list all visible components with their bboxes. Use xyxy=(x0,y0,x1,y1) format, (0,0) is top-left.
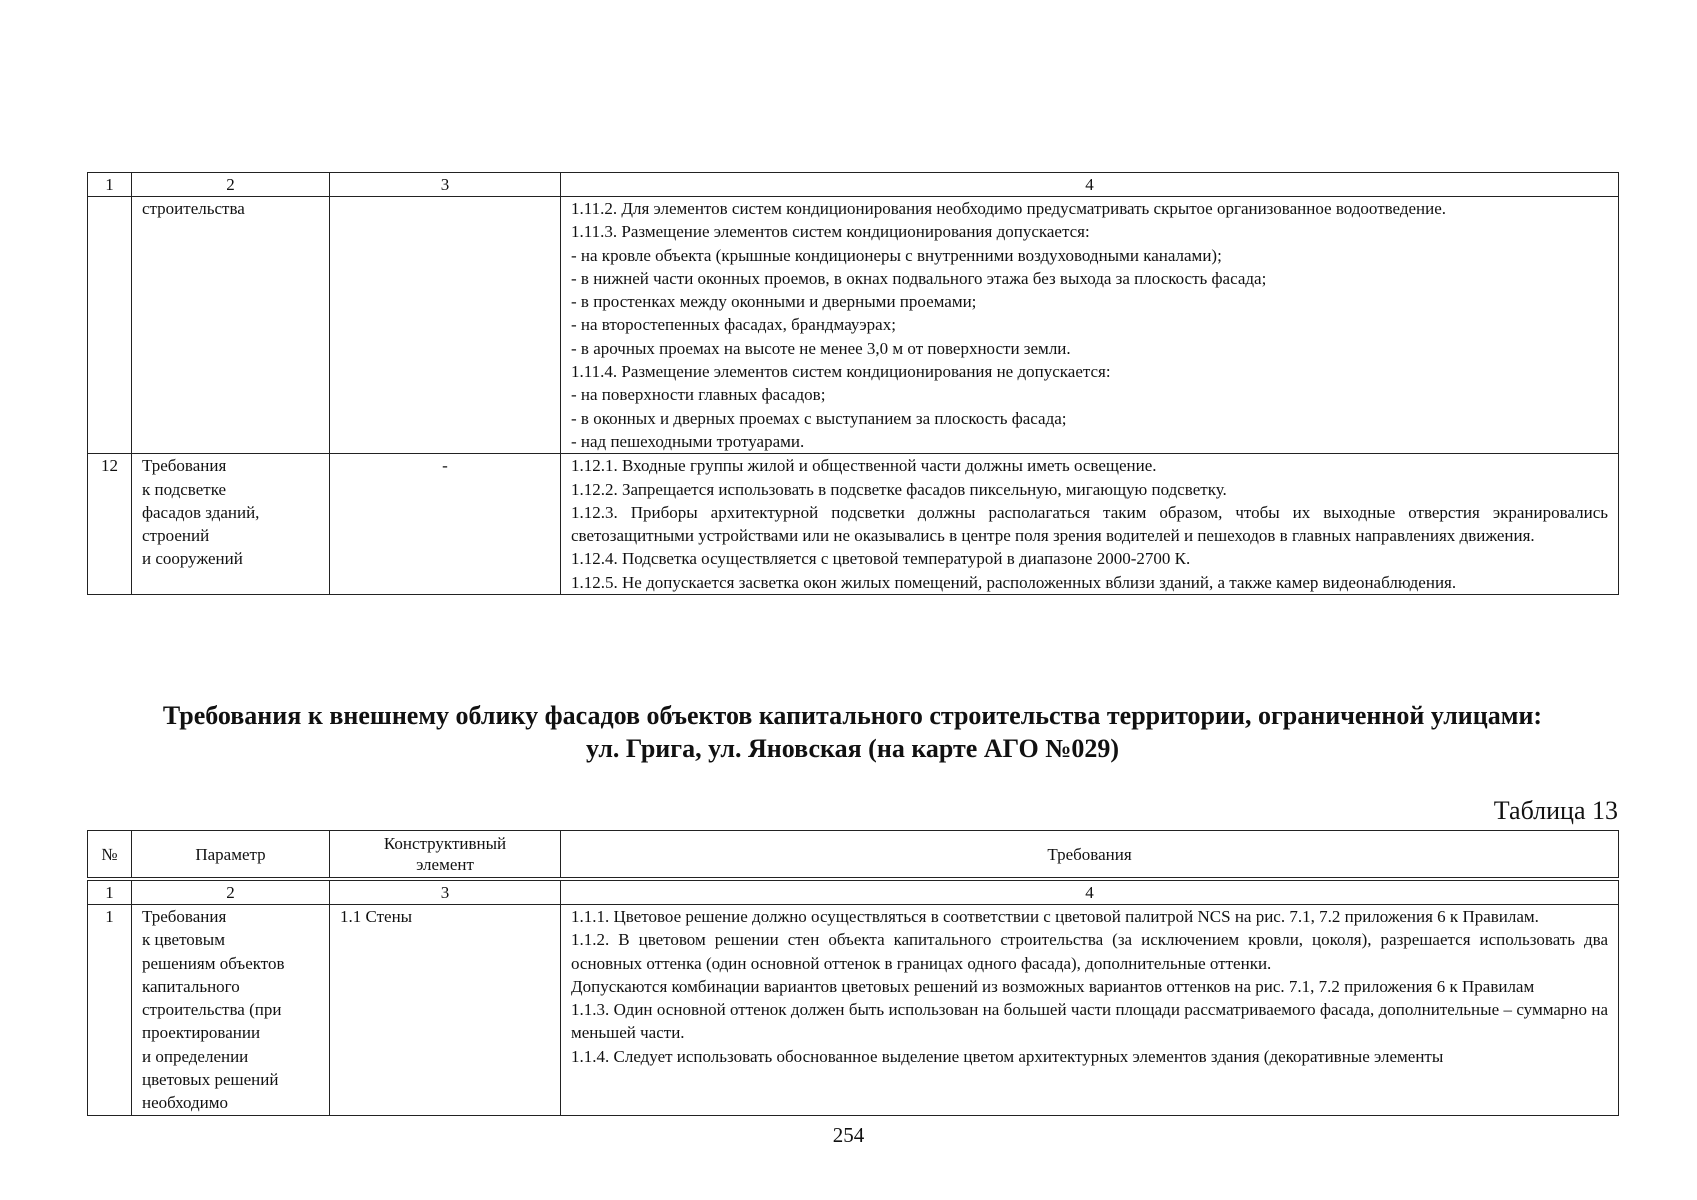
param-line: строительства (при xyxy=(142,1000,282,1020)
param-line: решениям объектов xyxy=(142,953,285,973)
col-number: 3 xyxy=(330,881,561,905)
col-number: 2 xyxy=(132,881,330,905)
requirement-line: 1.11.3. Размещение элементов систем кондиционирования допускается: xyxy=(571,222,1090,242)
param-cell xyxy=(132,905,330,1116)
col-number: 2 xyxy=(132,173,330,197)
requirement-line: - на поверхности главных фасадов; xyxy=(571,385,826,405)
header-element xyxy=(330,831,561,878)
param-line: и сооружений xyxy=(142,549,243,569)
header-param: Параметр xyxy=(132,831,330,878)
element-cell xyxy=(330,197,561,454)
page-number: 254 xyxy=(832,1123,865,1147)
param-line: к подсветке xyxy=(142,479,227,499)
col-number: 4 xyxy=(561,173,1619,197)
param-cell xyxy=(132,197,330,454)
header-element-line: Конструктивный xyxy=(383,834,507,853)
table-row xyxy=(88,905,1619,1116)
element-cell: 1.1 Стены xyxy=(330,905,561,1116)
requirements-table-continued xyxy=(87,172,1619,595)
col-number: 4 xyxy=(561,881,1619,905)
requirement-line: 1.1.1. Цветовое решение должно осуществляться в соответствии с цветовой палитрой NCS на рис. 7.1, 7.2 приложения 6 к Правилам. xyxy=(571,907,1539,926)
table-row xyxy=(88,197,1619,454)
requirement-line: - в арочных проемах на высоте не менее 3,0 м от поверхности земли. xyxy=(571,338,1071,358)
requirement-line: - над пешеходными тротуарами. xyxy=(571,431,805,451)
requirement-line: - в простенках между оконными и дверными проемами; xyxy=(571,292,977,312)
table-caption: Таблица 13 xyxy=(1493,796,1618,825)
header-requirements: Требования xyxy=(561,831,1619,878)
col-number: 3 xyxy=(330,173,561,197)
requirement-line: Допускаются комбинации вариантов цветовых решений из возможных вариантов оттенков на рис. 7.1, 7.2 приложения 6 к Правилам xyxy=(571,976,1535,996)
table-13 xyxy=(87,880,1619,1116)
param-line: необходимо xyxy=(142,1093,229,1113)
param-line: капитального xyxy=(142,976,240,996)
section-title xyxy=(87,699,1618,765)
header-row xyxy=(88,831,1619,878)
requirement-line: - на второстепенных фасадах, брандмауэрах; xyxy=(571,315,896,335)
header-element-line: элемент xyxy=(416,855,474,874)
column-number-row xyxy=(88,881,1619,905)
table-13-header xyxy=(87,830,1619,878)
param-cell xyxy=(132,454,330,595)
param-line: цветовых решений xyxy=(142,1070,279,1090)
requirements-cell xyxy=(561,454,1619,595)
param-line: Требования xyxy=(142,456,227,476)
requirement-line: 1.1.2. В цветовом решении стен объекта капитального строительства (за исключением кровли, цоколя), разрешается использовать два основных оттенка (один основной оттенок в границах одного фасада), дополнительные оттенки. xyxy=(571,930,1608,973)
row-number-cell: 12 xyxy=(88,454,132,595)
requirement-line: 1.12.5. Не допускается засветка окон жилых помещений, расположенных вблизи зданий, а также камер видеонаблюдения. xyxy=(571,572,1457,592)
requirement-line: 1.12.3. Приборы архитектурной подсветки должны располагаться таким образом, чтобы их выходные отверстия экранировались светозащитными устройствами или не оказывались в центре поля зрения водителей и пешеходов в главных направлениях движения. xyxy=(571,502,1608,546)
param-line: к цветовым xyxy=(142,930,225,950)
requirements-cell xyxy=(561,905,1619,1116)
requirement-line: 1.12.1. Входные группы жилой и общественной части должны иметь освещение. xyxy=(571,456,1157,476)
requirements-cell xyxy=(561,197,1619,454)
column-number-row xyxy=(88,173,1619,197)
row-number-cell xyxy=(88,197,132,454)
param-line: фасадов зданий, xyxy=(142,502,260,522)
requirement-line: 1.11.4. Размещение элементов систем кондиционирования не допускается: xyxy=(571,362,1111,382)
requirement-line: - на кровле объекта (крышные кондиционеры с внутренними воздуховодными каналами); xyxy=(571,245,1222,265)
param-line: Требования xyxy=(142,907,227,926)
element-cell: - xyxy=(330,454,561,595)
requirement-line: 1.11.2. Для элементов систем кондиционирования необходимо предусматривать скрытое организованное водоотведение. xyxy=(571,199,1447,218)
requirement-line: 1.1.3. Один основной оттенок должен быть использован на большей части площади рассматриваемого фасада, дополнительные – суммарно на меньшей части. xyxy=(571,1000,1608,1043)
requirement-line: - в оконных и дверных проемах с выступанием за плоскость фасада; xyxy=(571,408,1067,428)
section-title-line: Требования к внешнему облику фасадов объектов капитального строительства территории, ограниченной улицами: xyxy=(162,701,1543,730)
header-num: № xyxy=(88,831,132,878)
table-row xyxy=(88,454,1619,595)
param-text: строительства xyxy=(142,199,245,218)
col-number: 1 xyxy=(88,881,132,905)
param-line: проектировании xyxy=(142,1023,261,1043)
requirement-line: 1.1.4. Следует использовать обоснованное выделение цветом архитектурных элементов здания (декоративные элементы xyxy=(571,1046,1444,1066)
section-title-line: ул. Грига, ул. Яновская (на карте АГО №029) xyxy=(585,734,1120,763)
row-number-cell: 1 xyxy=(88,905,132,1116)
requirement-line: 1.12.2. Запрещается использовать в подсветке фасадов пиксельную, мигающую подсветку. xyxy=(571,479,1227,499)
requirement-line: - в нижней части оконных проемов, в окнах подвального этажа без выхода за плоскость фасада; xyxy=(571,268,1267,288)
col-number: 1 xyxy=(88,173,132,197)
param-line: строений xyxy=(142,526,210,546)
requirement-line: 1.12.4. Подсветка осуществляется с цветовой температурой в диапазоне 2000-2700 К. xyxy=(571,549,1191,569)
param-line: и определении xyxy=(142,1046,249,1066)
